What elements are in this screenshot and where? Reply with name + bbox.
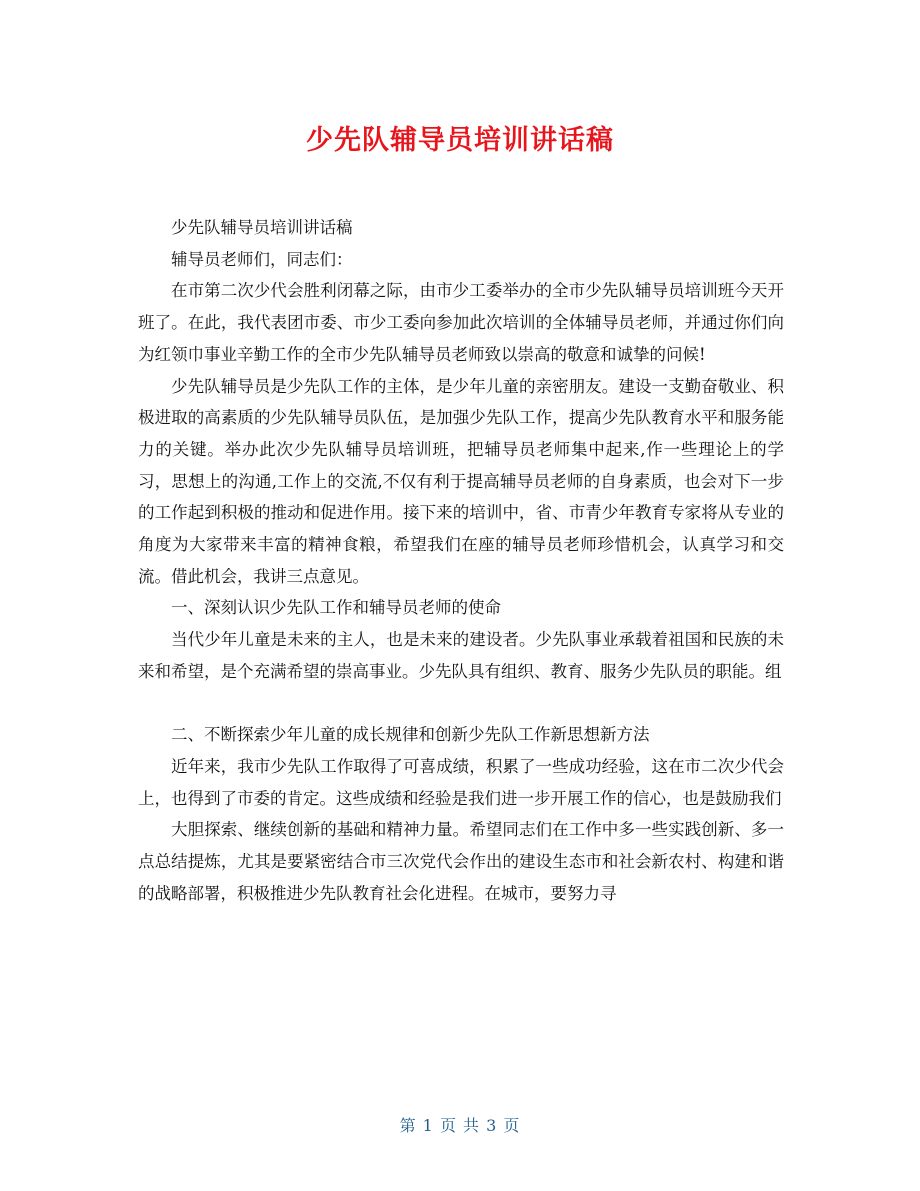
section-heading-1: 一、深刻认识少先队工作和辅导员老师的使命	[171, 598, 501, 618]
section-heading-2: 二、不断探索少年儿童的成长规律和创新少先队工作新思想新方法	[171, 725, 650, 745]
page-number-footer: 第 1 页 共 3 页	[399, 1116, 521, 1135]
paragraph-section-2b: 大胆探索、继续创新的基础和精神力量。希望同志们在工作中多一些实践创新、多一点总结提炼，尤其是要紧密结合市三次党代会作出的建设生态市和社会新农村、构建和谐的战略部署，积极推进少先队教育社会化进程。在城市，要努力寻	[138, 820, 784, 903]
paragraph-role-of-counselors: 少先队辅导员是少先队工作的主体，是少年儿童的亲密朋友。建设一支勤奋敬业、积极进取的高素质的少先队辅导员队伍，是加强少先队工作，提高少先队教育水平和服务能力的关键。举办此次少先队辅导员培训班，把辅导员老师集中起来,作一些理论上的学习，思想上的沟通,工作上的交流,不仅有利于提高辅导员老师的自身素质，也会对下一步的工作起到积极的推动和促进作用。接下来的培训中，省、市青少年教育专家将从专业的角度为大家带来丰富的精神食粮，希望我们在座的辅导员老师珍惜机会，认真学习和交流。借此机会，我讲三点意见。	[138, 376, 784, 586]
document-title: 少先队辅导员培训讲话稿	[306, 125, 614, 156]
document-body	[138, 212, 784, 909]
paragraph-section-2a: 近年来，我市少先队工作取得了可喜成绩，积累了一些成功经验，这在市二次少代会上，也得到了市委的肯定。这些成绩和经验是我们进一步开展工作的信心，也是鼓励我们	[138, 756, 784, 808]
paragraph-salutation: 辅导员老师们，同志们：	[171, 249, 353, 269]
paragraph-opening: 在市第二次少代会胜利闭幕之际，由市少工委举办的全市少先队辅导员培训班今天开班了。在此，我代表团市委、市少工委向参加此次培训的全体辅导员老师，并通过你们向为红领巾事业辛勤工作的全市少先队辅导员老师致以崇高的敬意和诚挚的问候!	[138, 281, 784, 364]
paragraph-heading-repeat: 少先队辅导员培训讲话稿	[171, 218, 353, 237]
paragraph-section-1: 当代少年儿童是未来的主人，也是未来的建设者。少先队事业承载着祖国和民族的未来和希望，是个充满希望的崇高事业。少先队具有组织、教育、服务少先队员的职能。组	[138, 630, 784, 681]
